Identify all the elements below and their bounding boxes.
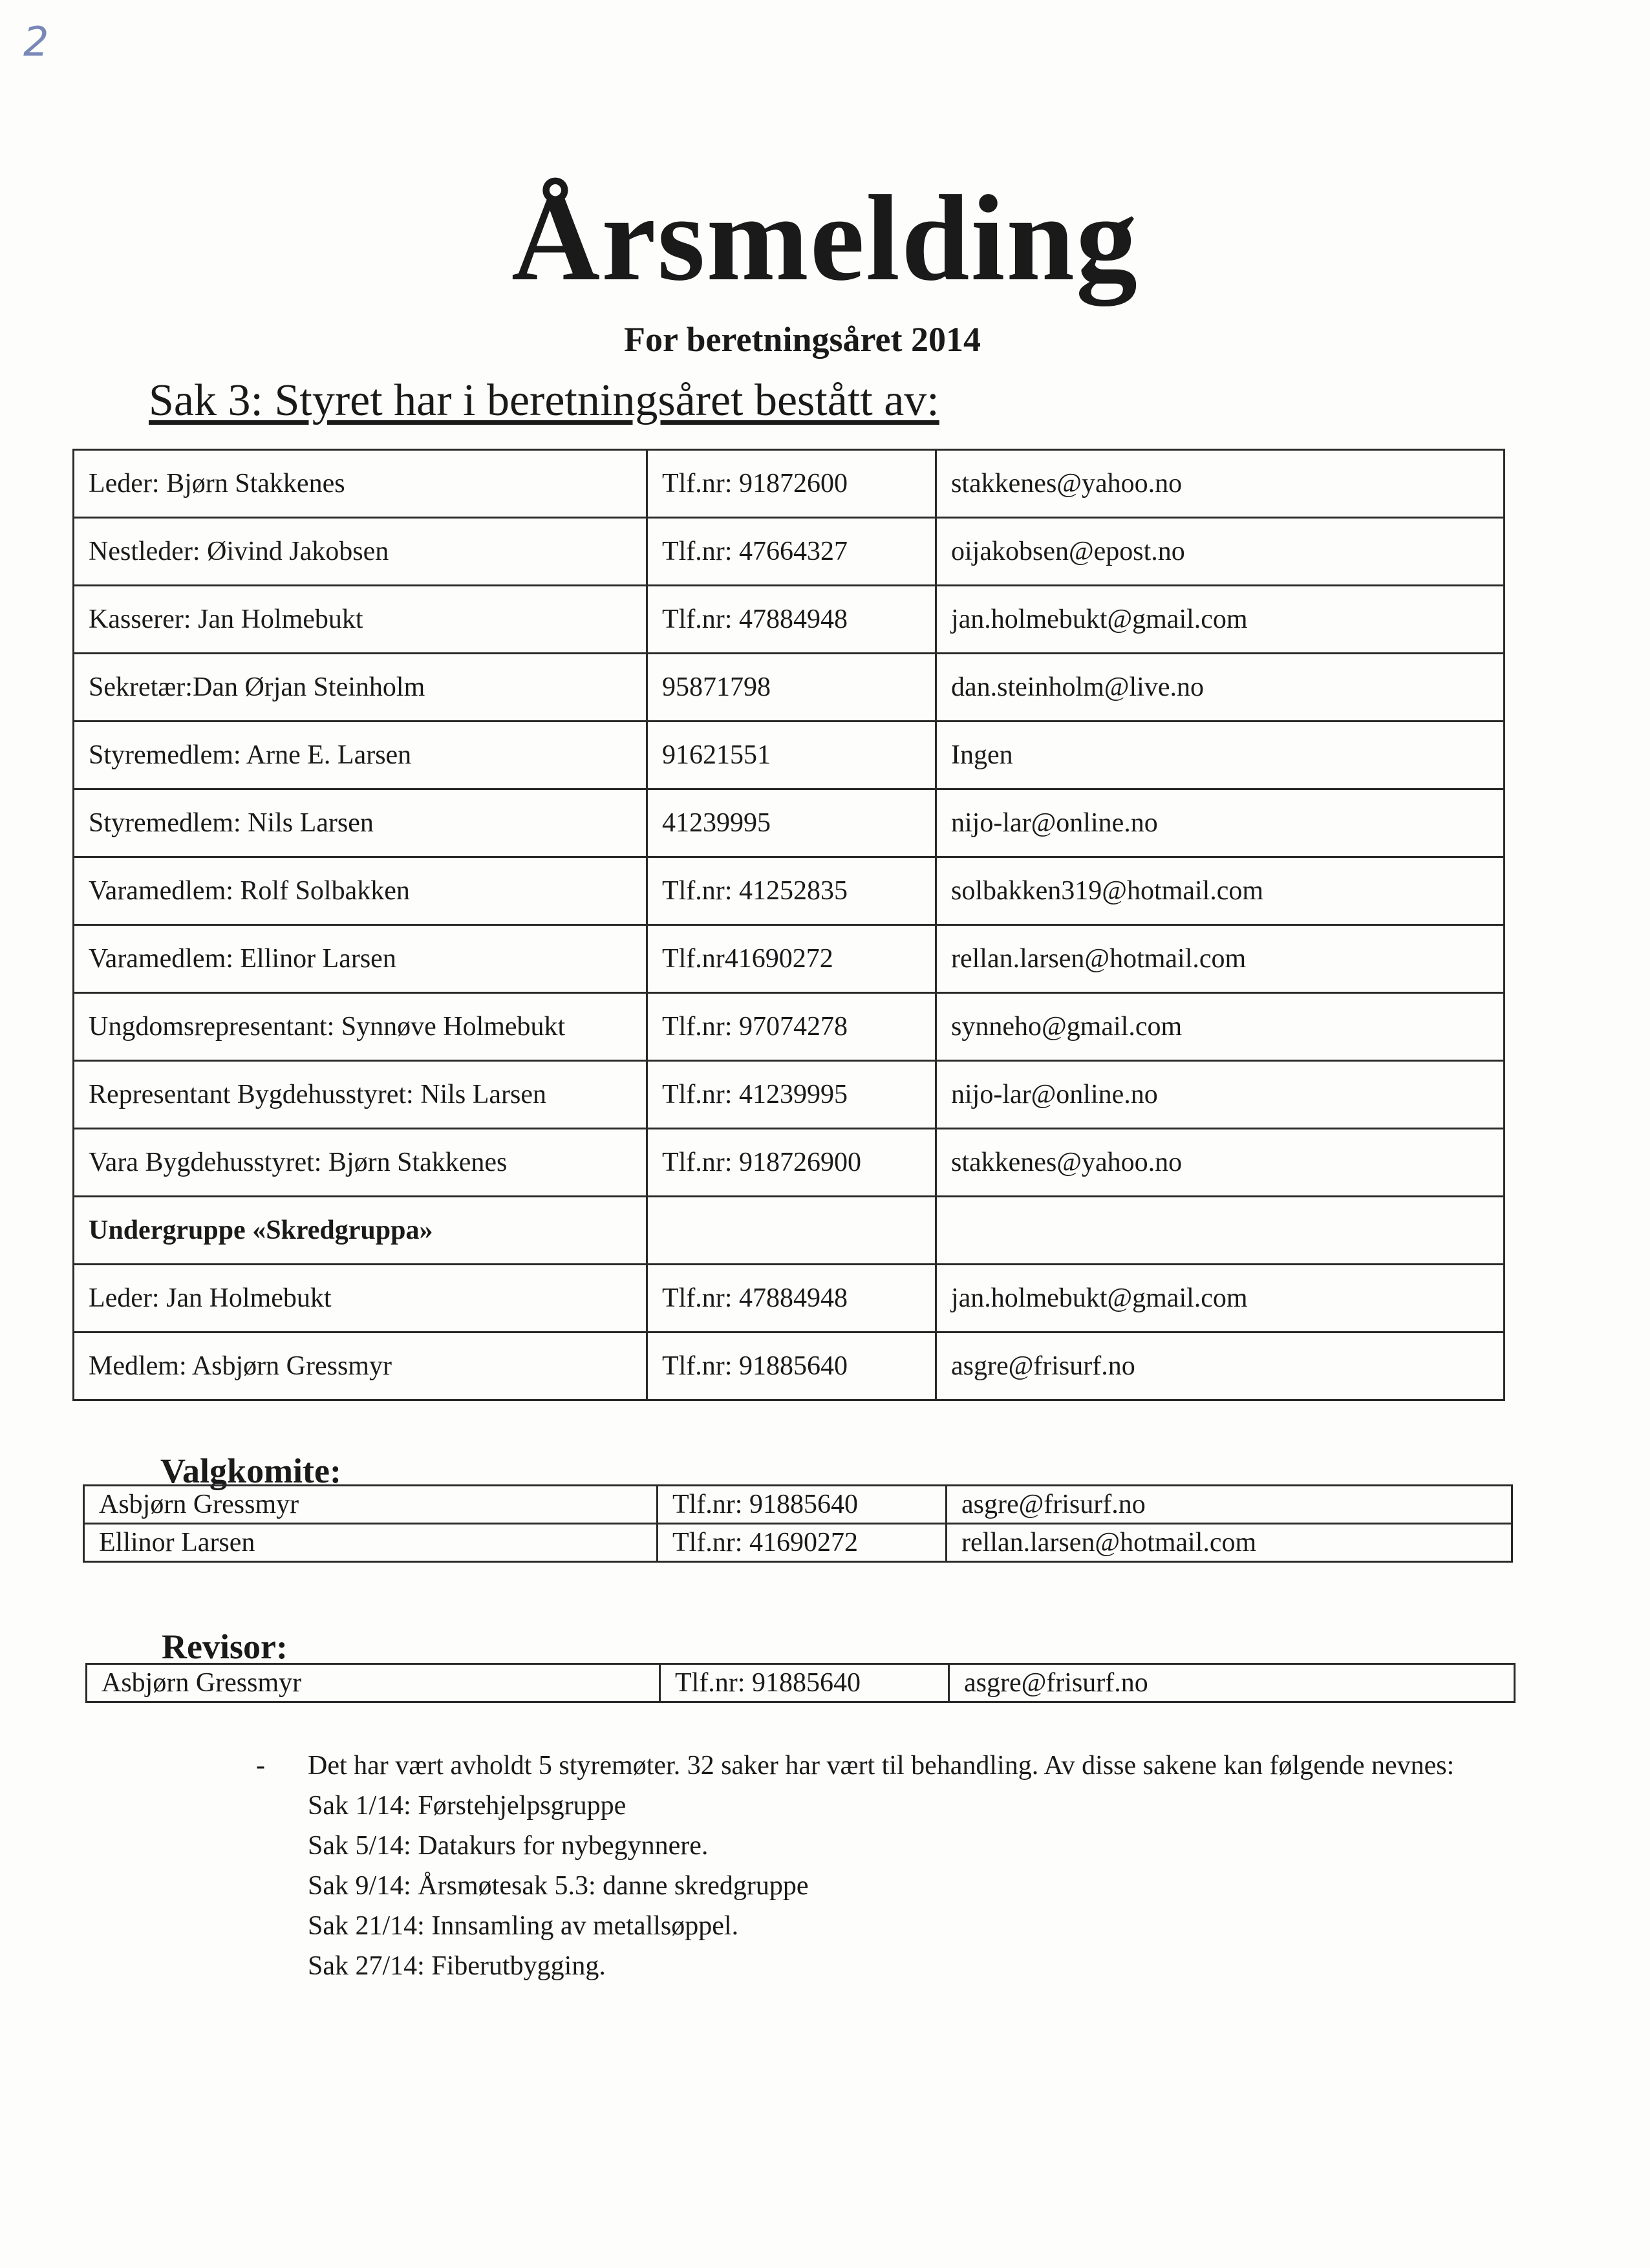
- email-cell: dan.steinholm@live.no: [936, 654, 1505, 722]
- table-row: [74, 450, 1505, 518]
- email-cell: nijo-lar@online.no: [936, 1061, 1505, 1129]
- case-item: Sak 21/14: Innsamling av metallsøppel.: [308, 1911, 739, 1941]
- email-cell: jan.holmebukt@gmail.com: [936, 1265, 1505, 1332]
- case-item: Sak 5/14: Datakurs for nybegynnere.: [308, 1831, 709, 1861]
- phone-cell: Tlf.nr: 91885640: [660, 1664, 949, 1702]
- email-cell: rellan.larsen@hotmail.com: [936, 925, 1505, 993]
- document-subtitle: For beretningsåret 2014: [624, 320, 981, 359]
- role-cell: Representant Bygdehusstyret: Nils Larsen: [74, 1061, 647, 1129]
- role-cell: Ungdomsrepresentant: Synnøve Holmebukt: [74, 993, 647, 1061]
- phone-cell: Tlf.nr: 41252835: [647, 857, 936, 925]
- table-row: [74, 1129, 1505, 1197]
- email-cell: [936, 1197, 1505, 1265]
- phone-cell: Tlf.nr: 47884948: [647, 586, 936, 654]
- valgkomite-heading: Valgkomite:: [160, 1451, 341, 1490]
- email-cell: asgre@frisurf.no: [949, 1664, 1515, 1702]
- board-members-table: [72, 449, 1505, 1401]
- phone-cell: Tlf.nr: 91885640: [647, 1332, 936, 1400]
- handwritten-page-number: 2: [23, 18, 49, 65]
- phone-cell: Tlf.nr41690272: [647, 925, 936, 993]
- table-row: [74, 586, 1505, 654]
- table-row: [74, 789, 1505, 857]
- role-cell: Nestleder: Øivind Jakobsen: [74, 518, 647, 586]
- phone-cell: Tlf.nr: 47884948: [647, 1265, 936, 1332]
- role-cell: Varamedlem: Rolf Solbakken: [74, 857, 647, 925]
- email-cell: oijakobsen@epost.no: [936, 518, 1505, 586]
- table-row: [74, 993, 1505, 1061]
- email-cell: solbakken319@hotmail.com: [936, 857, 1505, 925]
- meeting-notes: [256, 1746, 1484, 1986]
- phone-cell: Tlf.nr: 91872600: [647, 450, 936, 518]
- phone-cell: Tlf.nr: 97074278: [647, 993, 936, 1061]
- table-row: [87, 1664, 1515, 1702]
- phone-cell: 41239995: [647, 789, 936, 857]
- table-row: [74, 857, 1505, 925]
- email-cell: jan.holmebukt@gmail.com: [936, 586, 1505, 654]
- table-row: [74, 722, 1505, 789]
- phone-cell: 91621551: [647, 722, 936, 789]
- table-row: [74, 1332, 1505, 1400]
- table-row: [84, 1524, 1512, 1562]
- table-row: [74, 1265, 1505, 1332]
- email-cell: Ingen: [936, 722, 1505, 789]
- role-cell: Sekretær:Dan Ørjan Steinholm: [74, 654, 647, 722]
- section-heading: Sak 3: Styret har i beretningsåret bestått av:: [149, 376, 939, 425]
- role-cell: Kasserer: Jan Holmebukt: [74, 586, 647, 654]
- phone-cell: Tlf.nr: 41239995: [647, 1061, 936, 1129]
- email-cell: rellan.larsen@hotmail.com: [947, 1524, 1512, 1562]
- role-cell: Leder: Bjørn Stakkenes: [74, 450, 647, 518]
- phone-cell: Tlf.nr: 41690272: [658, 1524, 947, 1562]
- email-cell: nijo-lar@online.no: [936, 789, 1505, 857]
- role-cell: Styremedlem: Arne E. Larsen: [74, 722, 647, 789]
- name-cell: Asbjørn Gressmyr: [84, 1486, 658, 1524]
- name-cell: Asbjørn Gressmyr: [87, 1664, 660, 1702]
- email-cell: stakkenes@yahoo.no: [936, 1129, 1505, 1197]
- role-cell: Styremedlem: Nils Larsen: [74, 789, 647, 857]
- email-cell: asgre@frisurf.no: [947, 1486, 1512, 1524]
- phone-cell: Tlf.nr: 91885640: [658, 1486, 947, 1524]
- role-cell: Medlem: Asbjørn Gressmyr: [74, 1332, 647, 1400]
- role-cell: Leder: Jan Holmebukt: [74, 1265, 647, 1332]
- email-cell: stakkenes@yahoo.no: [936, 450, 1505, 518]
- case-item: Sak 1/14: Førstehjelpsgruppe: [308, 1791, 627, 1821]
- revisor-heading: Revisor:: [162, 1627, 288, 1666]
- subgroup-heading-row: [74, 1197, 1505, 1265]
- email-cell: synneho@gmail.com: [936, 993, 1505, 1061]
- table-row: [74, 925, 1505, 993]
- table-row: [74, 518, 1505, 586]
- document-title: Årsmelding: [511, 171, 1139, 306]
- phone-cell: 95871798: [647, 654, 936, 722]
- phone-cell: [647, 1197, 936, 1265]
- revisor-table: [85, 1663, 1516, 1703]
- role-cell: Varamedlem: Ellinor Larsen: [74, 925, 647, 993]
- valgkomite-table: [83, 1484, 1513, 1563]
- subgroup-heading-cell: Undergruppe «Skredgruppa»: [74, 1197, 647, 1265]
- table-row: [84, 1486, 1512, 1524]
- email-cell: asgre@frisurf.no: [936, 1332, 1505, 1400]
- notes-intro: Det har vært avholdt 5 styremøter. 32 saker har vært til behandling. Av disse sakene kan følgende nevnes:: [308, 1751, 1455, 1781]
- table-row: [74, 654, 1505, 722]
- phone-cell: Tlf.nr: 47664327: [647, 518, 936, 586]
- list-dash: -: [256, 1751, 265, 1781]
- case-item: Sak 27/14: Fiberutbygging.: [308, 1951, 606, 1981]
- name-cell: Ellinor Larsen: [84, 1524, 658, 1562]
- phone-cell: Tlf.nr: 918726900: [647, 1129, 936, 1197]
- case-item: Sak 9/14: Årsmøtesak 5.3: danne skredgruppe: [308, 1871, 809, 1901]
- role-cell: Vara Bygdehusstyret: Bjørn Stakkenes: [74, 1129, 647, 1197]
- table-row: [74, 1061, 1505, 1129]
